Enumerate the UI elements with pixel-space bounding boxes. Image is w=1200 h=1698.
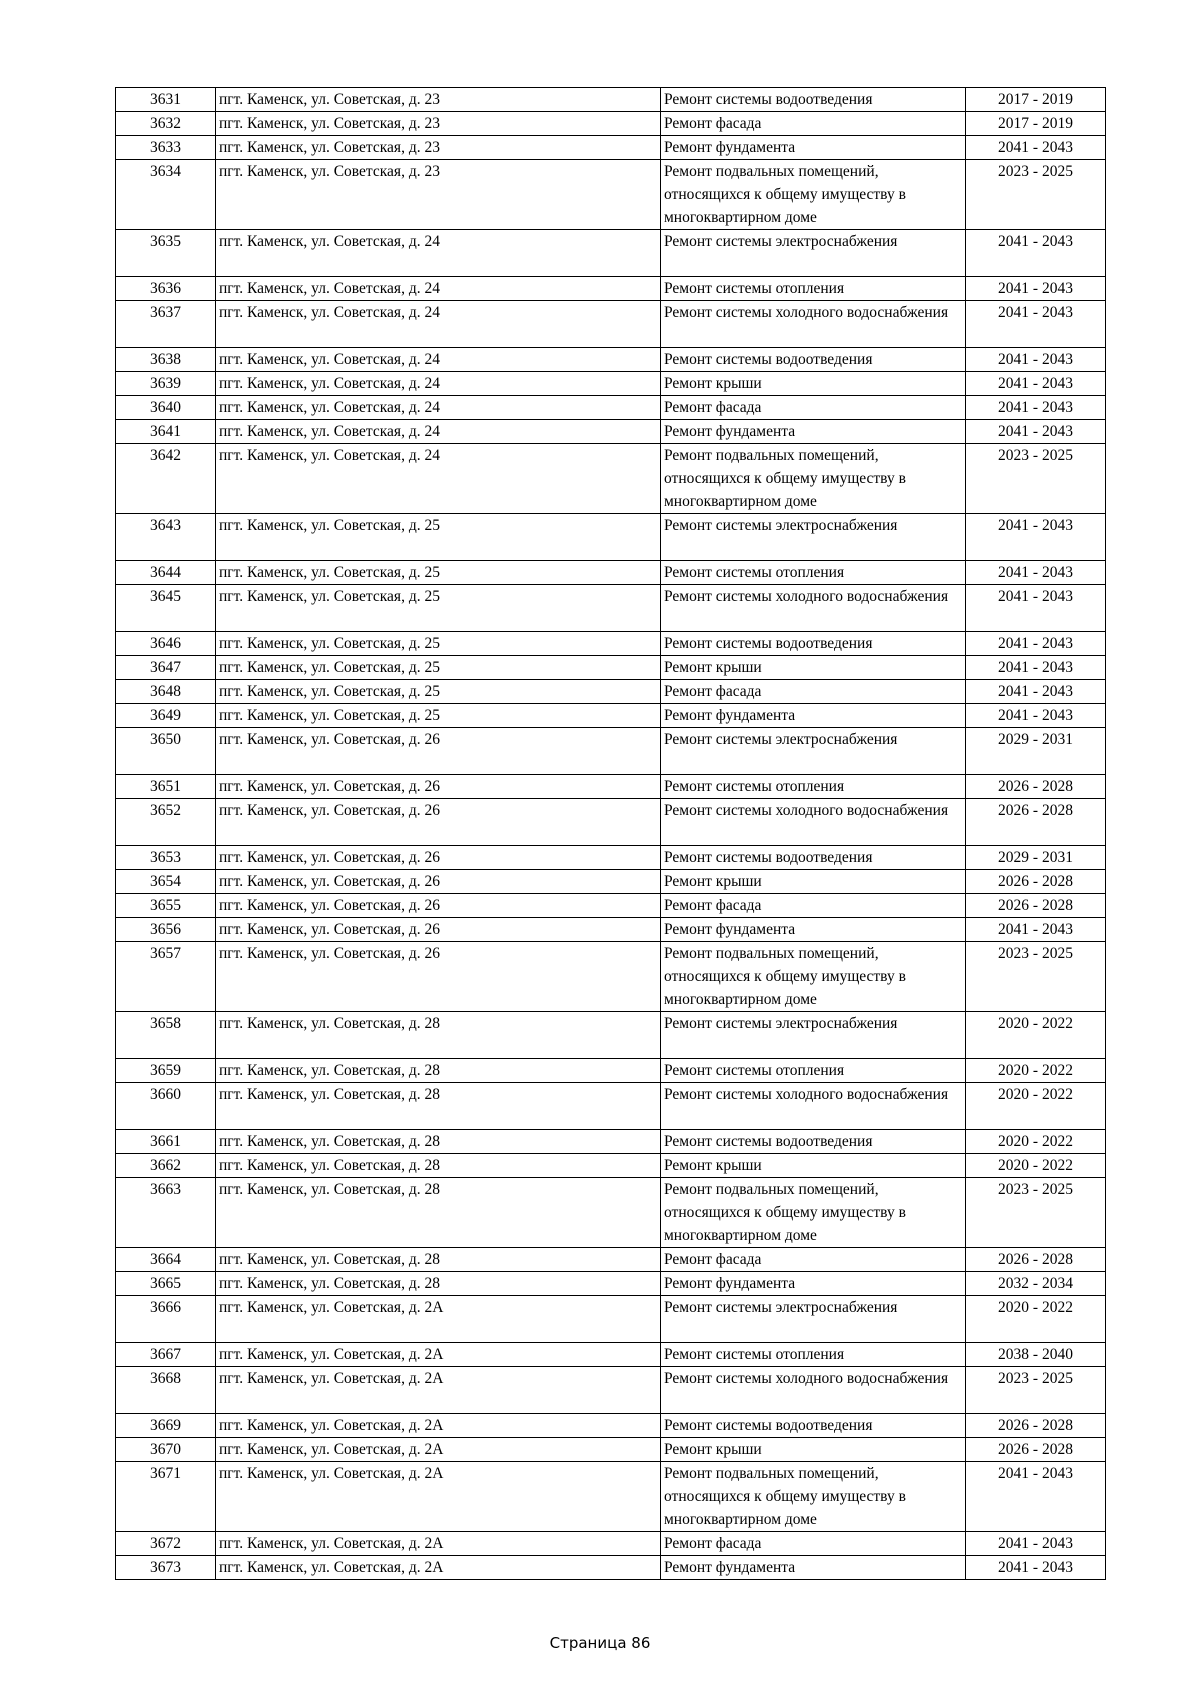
table-row bbox=[116, 1059, 1106, 1083]
row-number-cell: 3643 bbox=[116, 514, 216, 561]
table-row bbox=[116, 348, 1106, 372]
address-cell: пгт. Каменск, ул. Советская, д. 28 bbox=[216, 1272, 661, 1296]
address-cell: пгт. Каменск, ул. Советская, д. 28 bbox=[216, 1154, 661, 1178]
address-cell: пгт. Каменск, ул. Советская, д. 25 bbox=[216, 680, 661, 704]
row-number-cell: 3638 bbox=[116, 348, 216, 372]
row-number-cell: 3662 bbox=[116, 1154, 216, 1178]
row-number-cell: 3651 bbox=[116, 775, 216, 799]
table-row bbox=[116, 444, 1106, 514]
address-cell: пгт. Каменск, ул. Советская, д. 28 bbox=[216, 1178, 661, 1248]
table-row bbox=[116, 112, 1106, 136]
row-number-cell: 3636 bbox=[116, 277, 216, 301]
address-cell: пгт. Каменск, ул. Советская, д. 25 bbox=[216, 585, 661, 632]
address-cell: пгт. Каменск, ул. Советская, д. 25 bbox=[216, 632, 661, 656]
table-row bbox=[116, 396, 1106, 420]
table-row bbox=[116, 88, 1106, 112]
row-number-cell: 3663 bbox=[116, 1178, 216, 1248]
address-cell: пгт. Каменск, ул. Советская, д. 28 bbox=[216, 1059, 661, 1083]
work-type-cell: Ремонт системы холодного водоснабжения bbox=[661, 1367, 966, 1414]
table-row bbox=[116, 1083, 1106, 1130]
work-type-cell: Ремонт фундамента bbox=[661, 136, 966, 160]
period-cell: 2017 - 2019 bbox=[966, 112, 1106, 136]
address-cell: пгт. Каменск, ул. Советская, д. 2А bbox=[216, 1438, 661, 1462]
table-row bbox=[116, 870, 1106, 894]
period-cell: 2026 - 2028 bbox=[966, 775, 1106, 799]
work-type-cell: Ремонт системы холодного водоснабжения bbox=[661, 585, 966, 632]
work-type-cell: Ремонт фасада bbox=[661, 1532, 966, 1556]
row-number-cell: 3635 bbox=[116, 230, 216, 277]
row-number-cell: 3637 bbox=[116, 301, 216, 348]
table-row bbox=[116, 1272, 1106, 1296]
work-type-cell: Ремонт крыши bbox=[661, 870, 966, 894]
row-number-cell: 3660 bbox=[116, 1083, 216, 1130]
work-type-cell: Ремонт системы водоотведения bbox=[661, 632, 966, 656]
row-number-cell: 3667 bbox=[116, 1343, 216, 1367]
row-number-cell: 3645 bbox=[116, 585, 216, 632]
address-cell: пгт. Каменск, ул. Советская, д. 23 bbox=[216, 136, 661, 160]
table-row bbox=[116, 1438, 1106, 1462]
period-cell: 2041 - 2043 bbox=[966, 348, 1106, 372]
period-cell: 2017 - 2019 bbox=[966, 88, 1106, 112]
row-number-cell: 3641 bbox=[116, 420, 216, 444]
period-cell: 2023 - 2025 bbox=[966, 1367, 1106, 1414]
table-row bbox=[116, 1462, 1106, 1532]
row-number-cell: 3655 bbox=[116, 894, 216, 918]
table-row bbox=[116, 1532, 1106, 1556]
table-row bbox=[116, 585, 1106, 632]
row-number-cell: 3646 bbox=[116, 632, 216, 656]
work-type-cell: Ремонт фундамента bbox=[661, 420, 966, 444]
row-number-cell: 3640 bbox=[116, 396, 216, 420]
address-cell: пгт. Каменск, ул. Советская, д. 2А bbox=[216, 1296, 661, 1343]
row-number-cell: 3669 bbox=[116, 1414, 216, 1438]
address-cell: пгт. Каменск, ул. Советская, д. 26 bbox=[216, 870, 661, 894]
address-cell: пгт. Каменск, ул. Советская, д. 26 bbox=[216, 918, 661, 942]
work-type-cell: Ремонт фасада bbox=[661, 396, 966, 420]
work-type-cell: Ремонт системы электроснабжения bbox=[661, 1012, 966, 1059]
row-number-cell: 3664 bbox=[116, 1248, 216, 1272]
row-number-cell: 3648 bbox=[116, 680, 216, 704]
period-cell: 2041 - 2043 bbox=[966, 136, 1106, 160]
work-type-cell: Ремонт фасада bbox=[661, 894, 966, 918]
period-cell: 2041 - 2043 bbox=[966, 514, 1106, 561]
row-number-cell: 3647 bbox=[116, 656, 216, 680]
period-cell: 2023 - 2025 bbox=[966, 444, 1106, 514]
row-number-cell: 3659 bbox=[116, 1059, 216, 1083]
address-cell: пгт. Каменск, ул. Советская, д. 2А bbox=[216, 1414, 661, 1438]
work-type-cell: Ремонт фундамента bbox=[661, 1272, 966, 1296]
work-type-cell: Ремонт фасада bbox=[661, 1248, 966, 1272]
period-cell: 2041 - 2043 bbox=[966, 918, 1106, 942]
address-cell: пгт. Каменск, ул. Советская, д. 25 bbox=[216, 656, 661, 680]
work-type-cell: Ремонт подвальных помещений, относящихся к общему имуществу в многоквартирном доме bbox=[661, 1462, 966, 1532]
work-type-cell: Ремонт системы отопления bbox=[661, 277, 966, 301]
period-cell: 2020 - 2022 bbox=[966, 1130, 1106, 1154]
period-cell: 2041 - 2043 bbox=[966, 632, 1106, 656]
address-cell: пгт. Каменск, ул. Советская, д. 2А bbox=[216, 1556, 661, 1580]
period-cell: 2026 - 2028 bbox=[966, 1414, 1106, 1438]
row-number-cell: 3668 bbox=[116, 1367, 216, 1414]
work-type-cell: Ремонт фундамента bbox=[661, 704, 966, 728]
table-row bbox=[116, 1556, 1106, 1580]
row-number-cell: 3665 bbox=[116, 1272, 216, 1296]
work-type-cell: Ремонт системы холодного водоснабжения bbox=[661, 301, 966, 348]
period-cell: 2029 - 2031 bbox=[966, 728, 1106, 775]
row-number-cell: 3644 bbox=[116, 561, 216, 585]
work-type-cell: Ремонт системы холодного водоснабжения bbox=[661, 799, 966, 846]
period-cell: 2026 - 2028 bbox=[966, 894, 1106, 918]
period-cell: 2041 - 2043 bbox=[966, 372, 1106, 396]
address-cell: пгт. Каменск, ул. Советская, д. 2А bbox=[216, 1343, 661, 1367]
period-cell: 2041 - 2043 bbox=[966, 680, 1106, 704]
period-cell: 2041 - 2043 bbox=[966, 1532, 1106, 1556]
table-row bbox=[116, 420, 1106, 444]
period-cell: 2026 - 2028 bbox=[966, 1438, 1106, 1462]
period-cell: 2020 - 2022 bbox=[966, 1154, 1106, 1178]
work-type-cell: Ремонт фасада bbox=[661, 680, 966, 704]
period-cell: 2041 - 2043 bbox=[966, 396, 1106, 420]
address-cell: пгт. Каменск, ул. Советская, д. 28 bbox=[216, 1012, 661, 1059]
address-cell: пгт. Каменск, ул. Советская, д. 24 bbox=[216, 372, 661, 396]
period-cell: 2038 - 2040 bbox=[966, 1343, 1106, 1367]
table-row bbox=[116, 1296, 1106, 1343]
period-cell: 2041 - 2043 bbox=[966, 704, 1106, 728]
address-cell: пгт. Каменск, ул. Советская, д. 23 bbox=[216, 160, 661, 230]
address-cell: пгт. Каменск, ул. Советская, д. 26 bbox=[216, 846, 661, 870]
work-type-cell: Ремонт фундамента bbox=[661, 1556, 966, 1580]
table-row bbox=[116, 1414, 1106, 1438]
row-number-cell: 3632 bbox=[116, 112, 216, 136]
address-cell: пгт. Каменск, ул. Советская, д. 23 bbox=[216, 88, 661, 112]
address-cell: пгт. Каменск, ул. Советская, д. 23 bbox=[216, 112, 661, 136]
row-number-cell: 3639 bbox=[116, 372, 216, 396]
period-cell: 2020 - 2022 bbox=[966, 1012, 1106, 1059]
period-cell: 2041 - 2043 bbox=[966, 230, 1106, 277]
work-type-cell: Ремонт подвальных помещений, относящихся к общему имуществу в многоквартирном доме bbox=[661, 160, 966, 230]
table-row bbox=[116, 136, 1106, 160]
row-number-cell: 3653 bbox=[116, 846, 216, 870]
table-row bbox=[116, 1343, 1106, 1367]
table-row bbox=[116, 160, 1106, 230]
address-cell: пгт. Каменск, ул. Советская, д. 26 bbox=[216, 728, 661, 775]
address-cell: пгт. Каменск, ул. Советская, д. 26 bbox=[216, 775, 661, 799]
work-type-cell: Ремонт системы водоотведения bbox=[661, 846, 966, 870]
table-row bbox=[116, 1012, 1106, 1059]
period-cell: 2026 - 2028 bbox=[966, 1248, 1106, 1272]
table-row bbox=[116, 728, 1106, 775]
table-row bbox=[116, 775, 1106, 799]
address-cell: пгт. Каменск, ул. Советская, д. 28 bbox=[216, 1248, 661, 1272]
period-cell: 2041 - 2043 bbox=[966, 301, 1106, 348]
period-cell: 2023 - 2025 bbox=[966, 160, 1106, 230]
table-row bbox=[116, 1154, 1106, 1178]
work-type-cell: Ремонт крыши bbox=[661, 372, 966, 396]
row-number-cell: 3631 bbox=[116, 88, 216, 112]
work-type-cell: Ремонт подвальных помещений, относящихся к общему имуществу в многоквартирном доме bbox=[661, 444, 966, 514]
work-type-cell: Ремонт системы отопления bbox=[661, 775, 966, 799]
period-cell: 2032 - 2034 bbox=[966, 1272, 1106, 1296]
table-row bbox=[116, 846, 1106, 870]
row-number-cell: 3642 bbox=[116, 444, 216, 514]
table-row bbox=[116, 372, 1106, 396]
work-type-cell: Ремонт крыши bbox=[661, 1154, 966, 1178]
period-cell: 2020 - 2022 bbox=[966, 1296, 1106, 1343]
table-row bbox=[116, 1130, 1106, 1154]
row-number-cell: 3673 bbox=[116, 1556, 216, 1580]
row-number-cell: 3633 bbox=[116, 136, 216, 160]
row-number-cell: 3656 bbox=[116, 918, 216, 942]
row-number-cell: 3671 bbox=[116, 1462, 216, 1532]
work-type-cell: Ремонт системы электроснабжения bbox=[661, 230, 966, 277]
work-type-cell: Ремонт системы водоотведения bbox=[661, 1130, 966, 1154]
address-cell: пгт. Каменск, ул. Советская, д. 2А bbox=[216, 1367, 661, 1414]
row-number-cell: 3672 bbox=[116, 1532, 216, 1556]
work-type-cell: Ремонт системы холодного водоснабжения bbox=[661, 1083, 966, 1130]
table-row bbox=[116, 277, 1106, 301]
address-cell: пгт. Каменск, ул. Советская, д. 28 bbox=[216, 1083, 661, 1130]
work-type-cell: Ремонт крыши bbox=[661, 656, 966, 680]
period-cell: 2041 - 2043 bbox=[966, 277, 1106, 301]
row-number-cell: 3654 bbox=[116, 870, 216, 894]
period-cell: 2029 - 2031 bbox=[966, 846, 1106, 870]
address-cell: пгт. Каменск, ул. Советская, д. 2А bbox=[216, 1532, 661, 1556]
period-cell: 2041 - 2043 bbox=[966, 420, 1106, 444]
table-row bbox=[116, 894, 1106, 918]
table-row bbox=[116, 918, 1106, 942]
address-cell: пгт. Каменск, ул. Советская, д. 28 bbox=[216, 1130, 661, 1154]
table-row bbox=[116, 301, 1106, 348]
page-number: Страница 86 bbox=[549, 1634, 651, 1652]
period-cell: 2041 - 2043 bbox=[966, 585, 1106, 632]
period-cell: 2020 - 2022 bbox=[966, 1083, 1106, 1130]
work-type-cell: Ремонт системы электроснабжения bbox=[661, 1296, 966, 1343]
work-type-cell: Ремонт фундамента bbox=[661, 918, 966, 942]
table-row bbox=[116, 230, 1106, 277]
row-number-cell: 3634 bbox=[116, 160, 216, 230]
table-row bbox=[116, 942, 1106, 1012]
table-row bbox=[116, 561, 1106, 585]
table-row bbox=[116, 632, 1106, 656]
period-cell: 2041 - 2043 bbox=[966, 656, 1106, 680]
work-type-cell: Ремонт крыши bbox=[661, 1438, 966, 1462]
period-cell: 2020 - 2022 bbox=[966, 1059, 1106, 1083]
address-cell: пгт. Каменск, ул. Советская, д. 24 bbox=[216, 348, 661, 372]
period-cell: 2041 - 2043 bbox=[966, 561, 1106, 585]
address-cell: пгт. Каменск, ул. Советская, д. 24 bbox=[216, 230, 661, 277]
row-number-cell: 3657 bbox=[116, 942, 216, 1012]
work-type-cell: Ремонт системы водоотведения bbox=[661, 88, 966, 112]
period-cell: 2023 - 2025 bbox=[966, 942, 1106, 1012]
table-body bbox=[116, 88, 1106, 1580]
work-type-cell: Ремонт системы электроснабжения bbox=[661, 514, 966, 561]
table-row bbox=[116, 514, 1106, 561]
period-cell: 2041 - 2043 bbox=[966, 1462, 1106, 1532]
work-type-cell: Ремонт системы отопления bbox=[661, 1343, 966, 1367]
table-row bbox=[116, 1178, 1106, 1248]
work-type-cell: Ремонт системы водоотведения bbox=[661, 348, 966, 372]
table-row bbox=[116, 680, 1106, 704]
work-type-cell: Ремонт фасада bbox=[661, 112, 966, 136]
row-number-cell: 3658 bbox=[116, 1012, 216, 1059]
address-cell: пгт. Каменск, ул. Советская, д. 24 bbox=[216, 396, 661, 420]
address-cell: пгт. Каменск, ул. Советская, д. 25 bbox=[216, 514, 661, 561]
address-cell: пгт. Каменск, ул. Советская, д. 24 bbox=[216, 277, 661, 301]
address-cell: пгт. Каменск, ул. Советская, д. 24 bbox=[216, 444, 661, 514]
period-cell: 2026 - 2028 bbox=[966, 870, 1106, 894]
work-type-cell: Ремонт системы электроснабжения bbox=[661, 728, 966, 775]
address-cell: пгт. Каменск, ул. Советская, д. 26 bbox=[216, 894, 661, 918]
address-cell: пгт. Каменск, ул. Советская, д. 2А bbox=[216, 1462, 661, 1532]
table-row bbox=[116, 704, 1106, 728]
table-row bbox=[116, 1367, 1106, 1414]
table-row bbox=[116, 1248, 1106, 1272]
period-cell: 2026 - 2028 bbox=[966, 799, 1106, 846]
row-number-cell: 3661 bbox=[116, 1130, 216, 1154]
work-type-cell: Ремонт системы отопления bbox=[661, 1059, 966, 1083]
address-cell: пгт. Каменск, ул. Советская, д. 24 bbox=[216, 301, 661, 348]
address-cell: пгт. Каменск, ул. Советская, д. 26 bbox=[216, 799, 661, 846]
row-number-cell: 3649 bbox=[116, 704, 216, 728]
work-type-cell: Ремонт системы отопления bbox=[661, 561, 966, 585]
work-type-cell: Ремонт подвальных помещений, относящихся к общему имуществу в многоквартирном доме bbox=[661, 942, 966, 1012]
row-number-cell: 3652 bbox=[116, 799, 216, 846]
row-number-cell: 3670 bbox=[116, 1438, 216, 1462]
work-type-cell: Ремонт системы водоотведения bbox=[661, 1414, 966, 1438]
row-number-cell: 3650 bbox=[116, 728, 216, 775]
repair-schedule-table bbox=[115, 87, 1106, 1580]
address-cell: пгт. Каменск, ул. Советская, д. 24 bbox=[216, 420, 661, 444]
address-cell: пгт. Каменск, ул. Советская, д. 26 bbox=[216, 942, 661, 1012]
row-number-cell: 3666 bbox=[116, 1296, 216, 1343]
table-row bbox=[116, 799, 1106, 846]
table-row bbox=[116, 656, 1106, 680]
address-cell: пгт. Каменск, ул. Советская, д. 25 bbox=[216, 561, 661, 585]
period-cell: 2041 - 2043 bbox=[966, 1556, 1106, 1580]
work-type-cell: Ремонт подвальных помещений, относящихся к общему имуществу в многоквартирном доме bbox=[661, 1178, 966, 1248]
period-cell: 2023 - 2025 bbox=[966, 1178, 1106, 1248]
address-cell: пгт. Каменск, ул. Советская, д. 25 bbox=[216, 704, 661, 728]
